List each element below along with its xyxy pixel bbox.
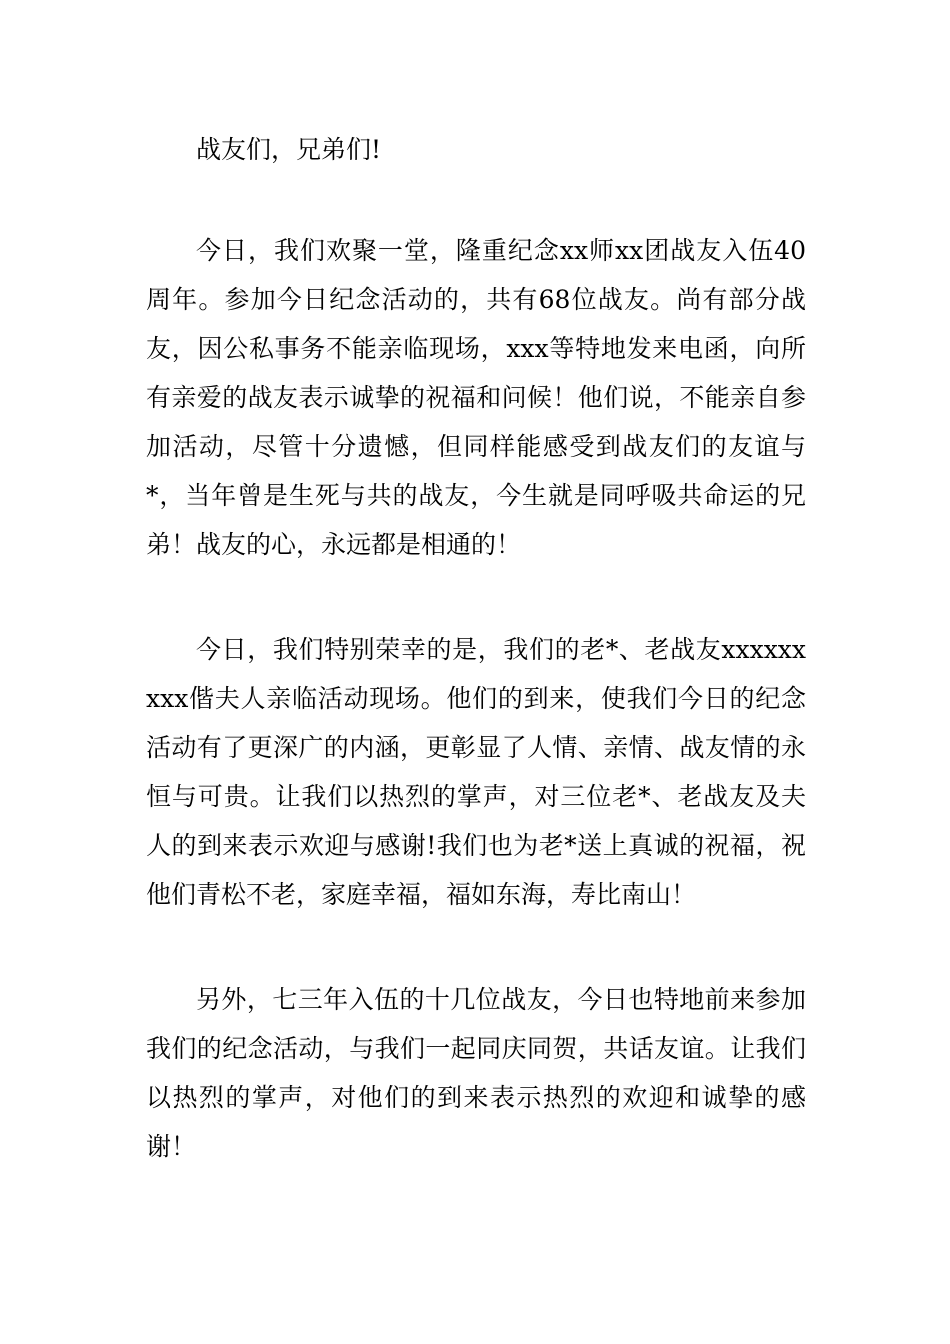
document-body xyxy=(146,130,806,1227)
paragraph-welcome: 今日，我们欢聚一堂，隆重纪念xx师xx团战友入伍40周年。参加今日纪念活动的，共有68位战友。尚有部分战友，因公私事务不能亲临现场，xxx等特地发来电函，向所有亲爱的战友表示诚挚的祝福和问候！他们说，不能亲自参加活动，尽管十分遗憾，但同样能感受到战友们的友谊与*，当年曾是生死与共的战友，今生就是同呼吸共命运的兄弟！战友的心，永远都是相通的！ xyxy=(146,236,806,559)
paragraph-honored-guests: 今日，我们特别荣幸的是，我们的老*、老战友xxxxxxxxx偕夫人亲临活动现场。他们的到来，使我们今日的纪念活动有了更深广的内涵，更彰显了人情、亲情、战友情的永恒与可贵。让我们以热烈的掌声，对三位老*、老战友及夫人的到来表示欢迎与感谢!我们也为老*送上真诚的祝福，祝他们青松不老，家庭幸福，福如东海，寿比南山！ xyxy=(146,635,806,909)
paragraph-1973-comrades: 另外，七三年入伍的十几位战友，今日也特地前来参加我们的纪念活动，与我们一起同庆同贺，共话友谊。让我们以热烈的掌声，对他们的到来表示热烈的欢迎和诚挚的感谢！ xyxy=(146,985,806,1161)
greeting-line: 战友们，兄弟们! xyxy=(196,135,382,164)
